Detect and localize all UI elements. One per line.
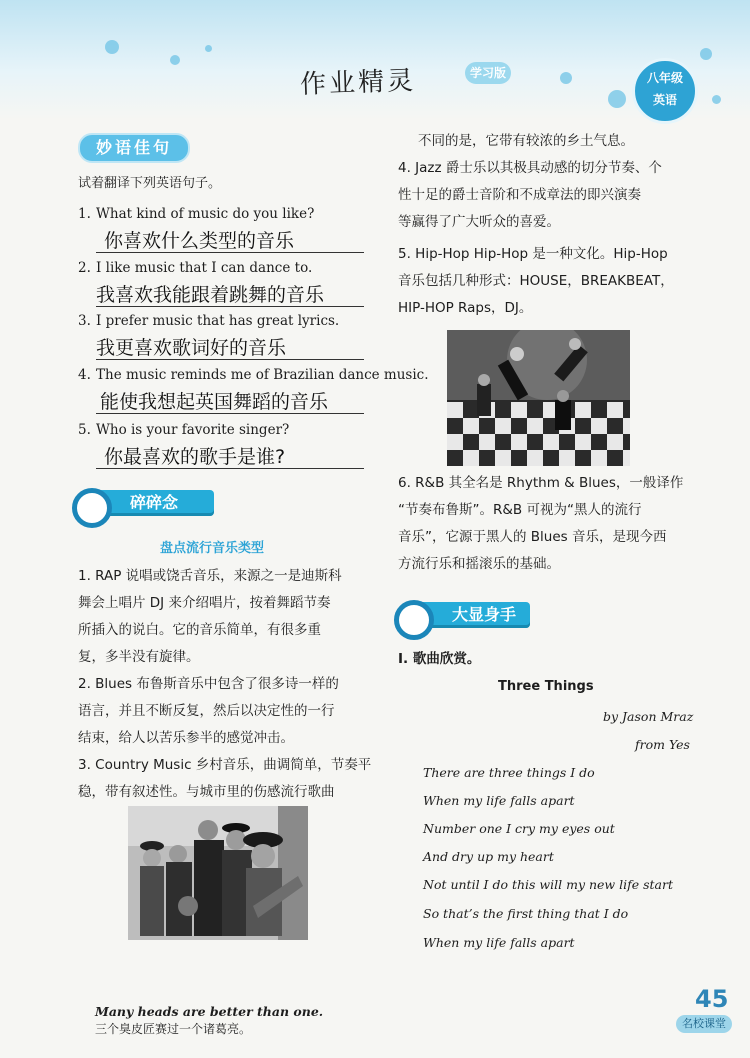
paragraph-line: 所插入的说白。它的音乐简单，有很多重 <box>78 622 321 638</box>
english-sentence: Who is your favorite singer? <box>96 422 290 438</box>
paragraph-line: 4. Jazz 爵士乐以其极具动感的切分节奏、个 <box>398 160 662 176</box>
lyric-line: Number one I cry my eyes out <box>423 821 615 836</box>
section-title: 大显身手 <box>452 605 517 624</box>
grade-badge <box>632 58 698 124</box>
bubble-decoration <box>700 48 712 60</box>
lyric-line: There are three things I do <box>423 765 595 780</box>
grade-label: 八年级 <box>646 71 683 85</box>
section-title-badge <box>78 133 190 163</box>
song-title: Three Things <box>498 679 594 694</box>
paragraph-line: 稳，带有叙述性。与城市里的伤感流行歌曲 <box>78 784 335 800</box>
proverb-chinese: 三个臭皮匠赛过一个诸葛亮。 <box>95 1022 252 1036</box>
paragraph-line: 音乐包括几种形式：HOUSE，BREAKBEAT， <box>398 273 674 289</box>
handwritten-answer: 我喜欢我能跟着跳舞的音乐 <box>96 284 325 306</box>
paragraph-line: 1. RAP 说唱或饶舌音乐，来源之一是迪斯科 <box>78 568 342 584</box>
english-sentence: The music reminds me of Brazilian dance music. <box>96 367 429 383</box>
subject-label: 英语 <box>652 93 677 107</box>
handwritten-title: 作业精灵 <box>299 65 417 101</box>
handwritten-answer: 你最喜欢的歌手是谁? <box>104 446 286 468</box>
bubble-decoration <box>105 40 119 54</box>
paragraph-line: 6. R&B 其全名是 Rhythm & Blues，一般译作 <box>398 475 684 491</box>
item-number: 4. <box>78 367 91 383</box>
song-album: from Yes <box>635 737 690 752</box>
answer-line <box>96 359 364 360</box>
paragraph-line: 复，多半没有旋律。 <box>78 649 200 665</box>
paragraph-line: 性十足的爵士音阶和不成章法的即兴演奏 <box>398 187 641 203</box>
instruction-text: 试着翻译下列英语句子。 <box>78 176 222 191</box>
english-sentence: What kind of music do you like? <box>96 206 315 222</box>
page-number: 45 <box>695 985 729 1013</box>
item-number: 2. <box>78 260 91 276</box>
lyric-line: When my life falls apart <box>423 935 575 950</box>
section-title: 碎碎念 <box>130 493 179 512</box>
paragraph-line: “节奏布鲁斯”。R&B 可视为“黑人的流行 <box>398 502 642 518</box>
bubble-decoration <box>170 55 180 65</box>
hiphop-photo <box>447 330 630 466</box>
bubble-decoration <box>712 95 721 104</box>
paragraph-line: 语言，并且不断反复，然后以决定性的一行 <box>78 703 335 719</box>
paragraph-line: 3. Country Music 乡村音乐，曲调简单，节奏平 <box>78 757 372 773</box>
proverb-english: Many heads are better than one. <box>95 1004 324 1019</box>
paragraph-line: 5. Hip-Hop Hip-Hop 是一种文化。Hip-Hop <box>398 246 668 262</box>
paragraph-line: 方流行乐和摇滚乐的基础。 <box>398 556 560 572</box>
subsection-heading: 盘点流行音乐类型 <box>160 541 265 556</box>
bubble-decoration <box>608 90 626 108</box>
paragraph-line: 2. Blues 布鲁斯音乐中包含了很多诗一样的 <box>78 676 339 692</box>
paragraph-line: 等赢得了广大听众的喜爱。 <box>398 214 560 230</box>
task-instruction: Ⅰ. 歌曲欣赏。 <box>398 651 481 667</box>
english-sentence: I like music that I can dance to. <box>96 260 313 276</box>
handwritten-answer: 能使我想起英国舞蹈的音乐 <box>100 391 329 413</box>
bubble-decoration <box>205 45 212 52</box>
handwritten-answer: 我更喜欢歌词好的音乐 <box>96 337 287 359</box>
handwritten-answer: 你喜欢什么类型的音乐 <box>104 230 295 252</box>
paragraph-line: 结束，给人以苦乐参半的感觉冲击。 <box>78 730 294 746</box>
lyric-line: Not until I do this will my new life start <box>423 877 673 892</box>
ring-icon <box>72 488 112 528</box>
answer-line <box>96 468 364 469</box>
answer-line <box>96 252 364 253</box>
paragraph-line: 音乐”，它源于黑人的 Blues 音乐，是现今西 <box>398 529 667 545</box>
item-number: 5. <box>78 422 91 438</box>
ring-icon <box>394 600 434 640</box>
answer-line <box>96 306 364 307</box>
item-number: 3. <box>78 313 91 329</box>
paragraph-line: 舞会上唱片 DJ 来介绍唱片，按着舞蹈节奏 <box>78 595 331 611</box>
item-number: 1. <box>78 206 91 222</box>
song-artist: by Jason Mraz <box>603 709 694 724</box>
answer-line <box>96 413 364 414</box>
lyric-line: And dry up my heart <box>423 849 554 864</box>
brand-label: 名校课堂 <box>676 1015 732 1033</box>
english-sentence: I prefer music that has great lyrics. <box>96 313 340 329</box>
lyric-line: When my life falls apart <box>423 793 575 808</box>
paragraph-line: 不同的是，它带有较浓的乡土气息。 <box>418 133 634 149</box>
edition-badge: 学习版 <box>465 62 511 84</box>
section-title: 妙语佳句 <box>95 138 172 157</box>
country-band-photo <box>128 806 308 940</box>
bubble-decoration <box>560 72 572 84</box>
lyric-line: So that’s the first thing that I do <box>423 906 629 921</box>
paragraph-line: HIP-HOP Raps，DJ。 <box>398 300 533 316</box>
